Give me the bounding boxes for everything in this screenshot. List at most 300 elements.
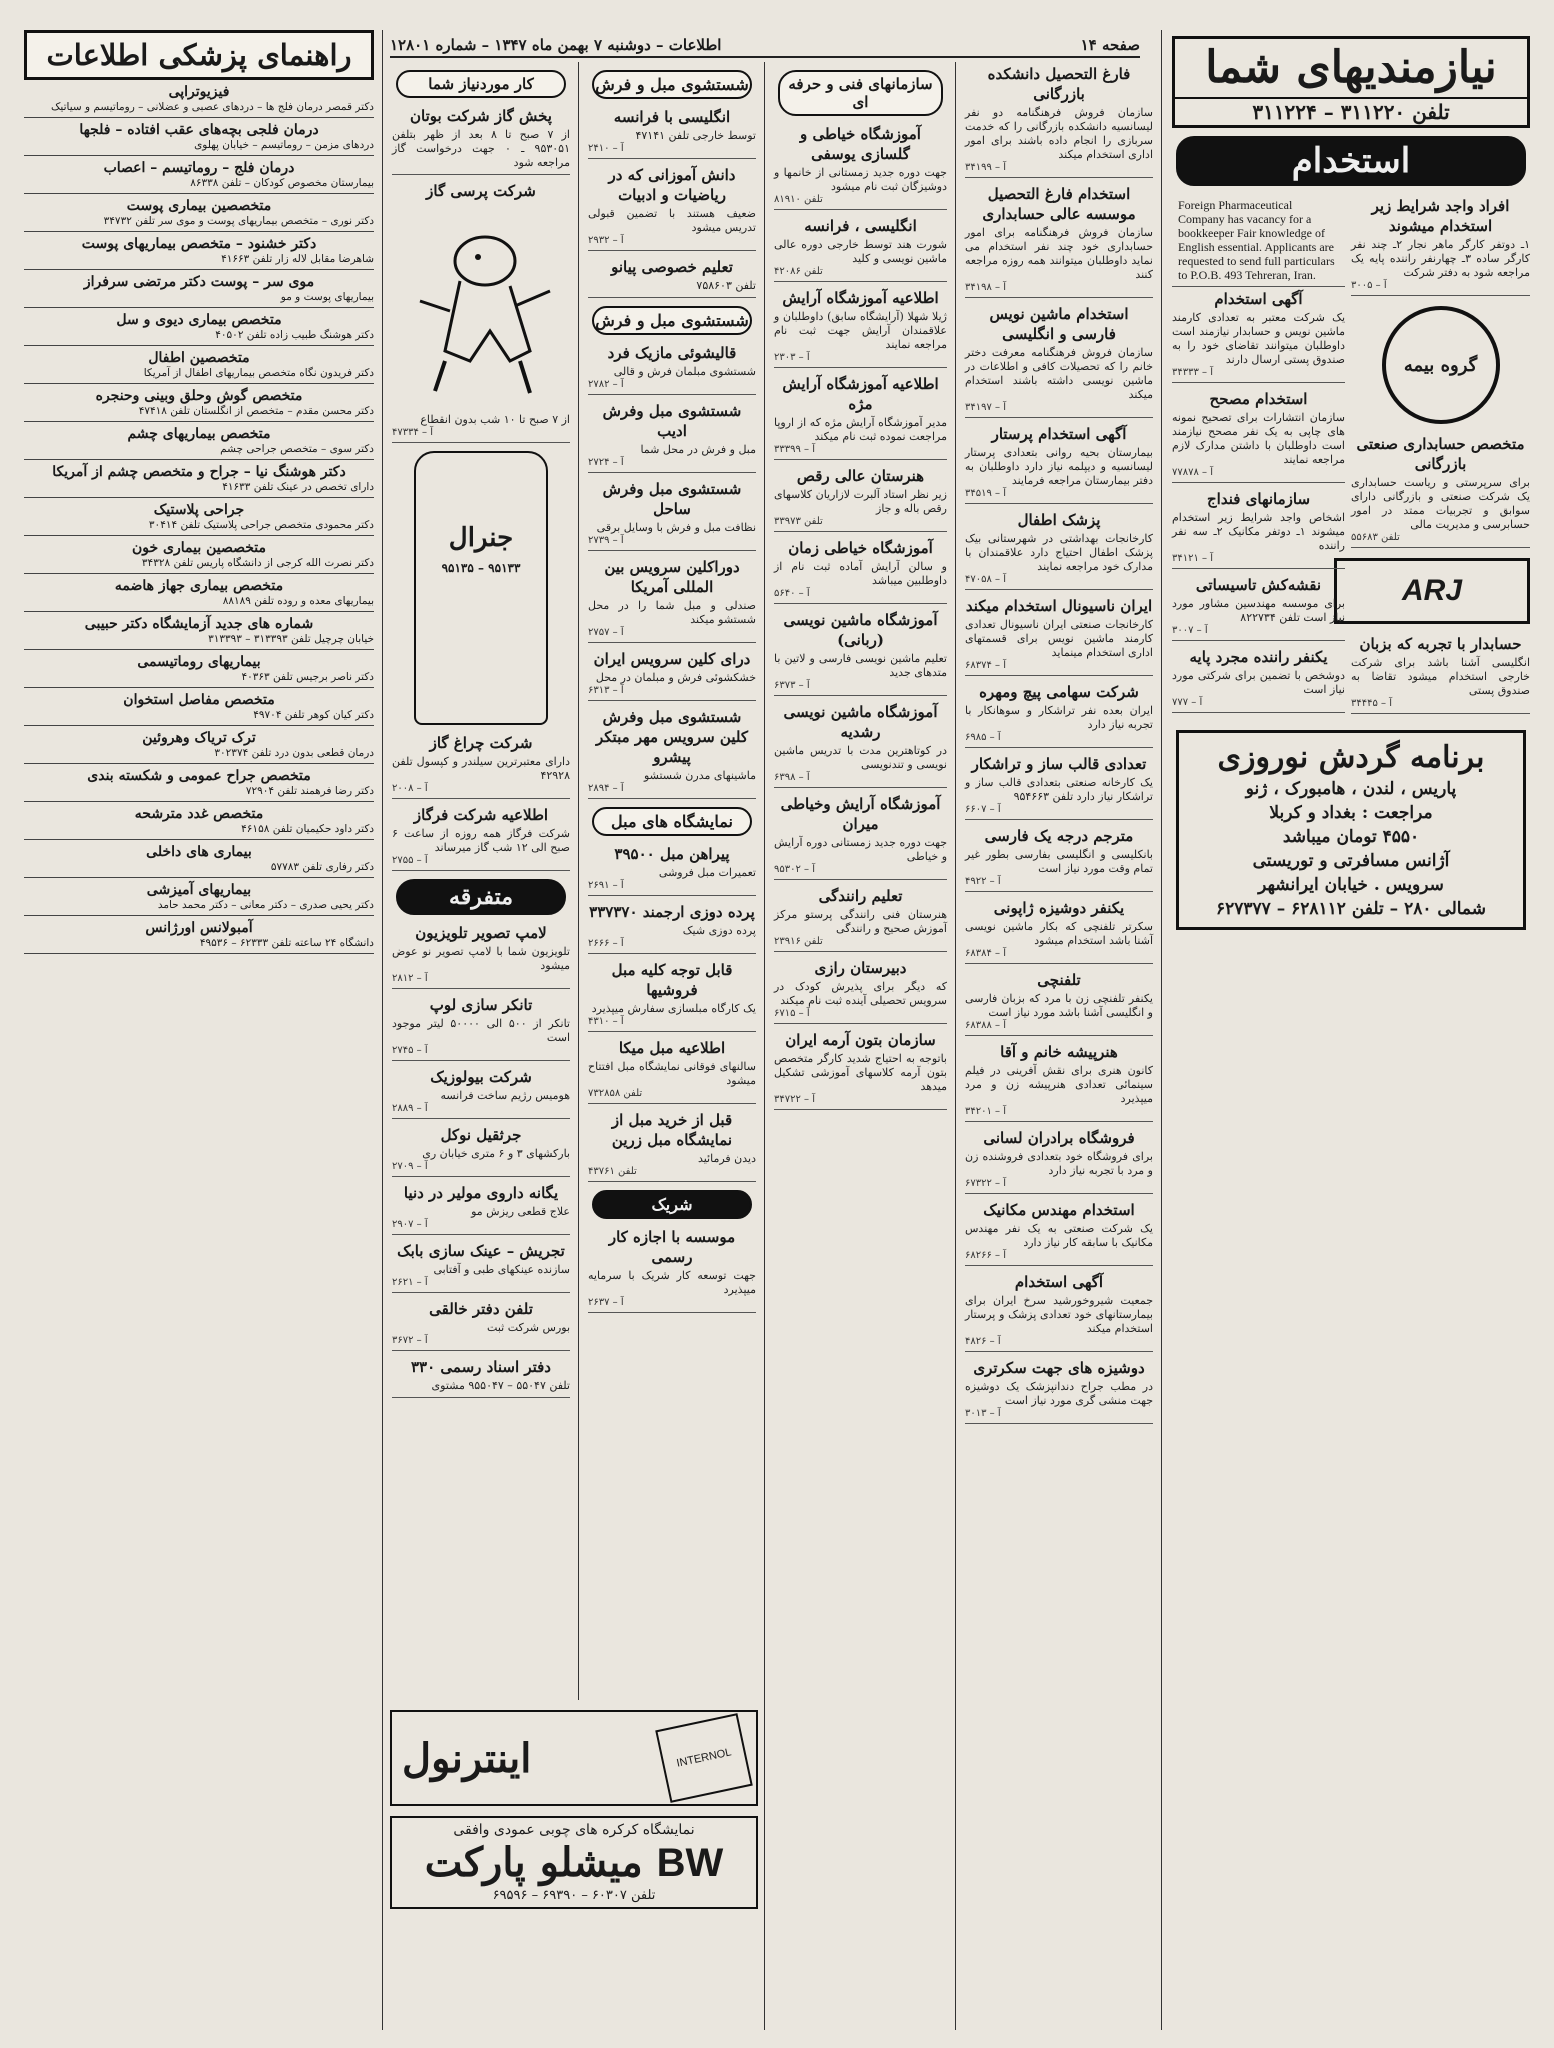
ad-code: آ – ۷۷۷	[1172, 697, 1203, 708]
ad-title: انگلیسی ، فرانسه	[804, 217, 917, 235]
medical-body: دکتر محسن مقدم – متخصص از انگلستان تلفن ۴۷۴۱۸	[138, 405, 374, 417]
medical-title: متخصص بیماریهای چشم	[127, 426, 271, 442]
column-medical-guide	[18, 30, 380, 2030]
ad-title: تلفنچی	[1037, 971, 1081, 989]
ad-code: تلفن ۷۳۲۸۵۸	[588, 1088, 643, 1099]
ad-title: قابل توجه کلیه مبل فروشیها	[611, 961, 733, 999]
ad-title: تعلیم رانندگی	[818, 887, 903, 905]
employment-ads-left	[1172, 194, 1345, 720]
ad-code: آ – ۲۷۰۹	[392, 1161, 428, 1172]
ad-body: یکنفر تلفنچی زن با مرد که بزبان فارسی و انگلیسی آشنا باشد مورد نیاز است	[965, 992, 1153, 1019]
ad-title: اطلاعیه شرکت فرگاز	[413, 806, 549, 824]
ad-item	[965, 510, 1153, 590]
ad-title: یگانه داروی مولیر در دنیا	[403, 1184, 559, 1202]
medical-listing	[24, 574, 374, 612]
ad-item	[1172, 489, 1345, 569]
ad-body: یک شرکت صنعتی به یک نفر مهندس مکانیک با سابقه کار نیاز دارد	[965, 1222, 1153, 1249]
general-gas-cylinder	[414, 451, 548, 725]
tour-line: سرویس . خیابان ایرانشهر	[1258, 875, 1444, 895]
ad-code: آ – ۹۵۳۰۲	[774, 864, 815, 875]
ad-code: آ – ۳۴۱۹۷	[965, 402, 1006, 413]
ad-code: آ – ۲۹۰۷	[392, 1219, 428, 1230]
ad-body: یک کارگاه مبلسازی سفارش میپذیرد	[591, 1002, 756, 1015]
ad-item	[588, 343, 756, 395]
ad-item	[774, 466, 947, 532]
ad-item	[392, 805, 570, 871]
medical-listing	[24, 232, 374, 270]
ad-title: سازمانهای فنداج	[1206, 490, 1311, 508]
medical-body: دکتر فریدون نگاه متخصص بیماریهای اطفال از آمریکا	[143, 367, 374, 379]
ad-body: خشکشوئی فرش و مبلمان در محل	[595, 671, 756, 684]
medical-body: دکتر محمودی متخصص جراحی پلاستیک تلفن ۳۰۴۱۴	[148, 519, 374, 531]
medical-body: دکتر رضا فرهمند تلفن ۷۲۹۰۴	[245, 785, 374, 797]
ad-code: آ – ۷۷۸۷۸	[1172, 467, 1213, 478]
ad-code: آ – ۲۶۶۶	[588, 938, 624, 949]
medical-listing	[24, 688, 374, 726]
ad-title: لامپ تصویر تلویزیون	[415, 924, 547, 942]
page-number: صفحه ۱۴	[1080, 36, 1140, 54]
ad-title: دوشیزه های جهت سکرتری	[973, 1359, 1145, 1377]
ad-code: آ – ۲۶۹۱	[588, 880, 624, 891]
column-divider	[382, 30, 383, 2030]
ad-body: سازمان فروش فرهنگنامه معرفت دختر خانم را که تحصیلات کافی و اطلاعات در ماشین نویسی داشته باشند استخدام میکند	[965, 346, 1153, 401]
section-technical: سازمانهای فنی و حرفه ای	[778, 70, 943, 116]
ad-body: تلویزیون شما با لامپ تصویر نو عوض میشود	[392, 945, 570, 972]
ad-item	[588, 479, 756, 551]
classifieds-banner	[1172, 36, 1530, 128]
medical-body: دکتر داود حکیمیان تلفن ۴۶۱۵۸	[241, 823, 374, 835]
ad-body: برای فروشگاه خود بتعدادی فروشنده زن و مرد با تجربه نیاز دارد	[965, 1150, 1153, 1177]
ad-title: قبل از خرید مبل از نمایشگاه مبل زرین	[611, 1111, 733, 1149]
internol-oil-ad	[390, 1710, 758, 1806]
ad-title: آموزشگاه آرایش وخیاطی میران	[780, 795, 941, 833]
ad-title: استخدام ماشین نویس فارسی و انگلیسی	[989, 305, 1129, 343]
ad-item	[1351, 196, 1530, 296]
employment-ads-right	[1351, 194, 1530, 720]
ad-item	[774, 1030, 947, 1110]
medical-listing	[24, 118, 374, 156]
ad-code: آ – ۶۸۳۷۴	[965, 660, 1006, 671]
ad-body: سازنده عینکهای طبی و آفتابی	[433, 1263, 570, 1276]
ad-code: آ – ۲۷۴۵	[392, 1045, 428, 1056]
medical-title: درمان فلج – روماتیسم – اعصاب	[103, 160, 295, 176]
ad-item	[965, 1272, 1153, 1352]
ad-body: بارکشهای ۳ و ۶ متری خیابان ری	[422, 1147, 570, 1160]
ad-code: تلفن ۵۵۶۸۳	[1351, 532, 1400, 543]
gas-mascot-illustration	[390, 211, 570, 401]
section-furniture-showrooms: نمایشگاه های مبل	[592, 807, 752, 836]
ad-title: شرکت چراغ گاز	[429, 734, 533, 752]
ad-body: تانکر از ۵۰۰ الی ۵۰۰۰۰ لیتر موجود است	[392, 1017, 570, 1044]
ad-title: شرکت سهامی پیچ ومهره	[979, 683, 1139, 701]
ad-item	[588, 960, 756, 1032]
ad-item	[588, 1038, 756, 1104]
ad-code: آ – ۲۷۵۷	[588, 627, 624, 638]
ad-title: مترجم درجه یک فارسی	[984, 827, 1134, 845]
ad-code: آ – ۲۴۱۰	[588, 143, 624, 154]
bw-logo: BW	[656, 1841, 724, 1885]
ad-item	[965, 1042, 1153, 1122]
ad-body: دارای معتبرترین سیلندر و کپسول تلفن ۴۲۹۲۸	[392, 755, 570, 782]
ad-body: ایران بعده نفر تراشکار و سوهانکار با تجربه نیاز دارد	[965, 704, 1153, 731]
ad-body: و سالن آرایش آماده ثبت نام از داوطلبین میباشد	[774, 560, 947, 587]
medical-listing	[24, 878, 374, 916]
ad-code: آ – ۳۶۷۲	[392, 1335, 428, 1346]
medical-body: دانشگاه ۲۴ ساعته تلفن ۶۲۳۳۳ – ۴۹۵۳۶	[199, 937, 374, 949]
ad-body: شورت هند توسط خارجی دوره عالی ماشین نویسی و کلید	[774, 238, 947, 265]
medical-body: شاهرضا مقابل لاله زار تلفن ۴۱۶۶۳	[221, 253, 374, 265]
ad-title: آموزشگاه ماشین نویسی رشدیه	[783, 703, 938, 741]
ad-item	[392, 1183, 570, 1235]
medical-body: دکتر سوی – متخصص جراحی چشم	[220, 443, 374, 455]
parquet-ad	[390, 1816, 758, 1909]
ad-item	[588, 649, 756, 701]
section-furniture-cleaning: شستشوی مبل و فرش	[592, 306, 752, 335]
internol-brand: اینترنول	[402, 1734, 532, 1782]
ad-item	[965, 596, 1153, 676]
ad-body: صندلی و مبل شما را در محل شستشو میکند	[588, 599, 756, 626]
section-partner: شریک	[592, 1190, 752, 1219]
ad-title: آموزشگاه ماشین نویسی (ربانی)	[783, 611, 938, 649]
ad-code: آ – ۲۷۸۲	[588, 379, 624, 390]
ad-body: پرده دوزی شیک	[682, 924, 756, 937]
medical-listing	[24, 916, 374, 954]
ad-title: انگلیسی با فرانسه	[613, 108, 731, 126]
section-services: کار موردنیاز شما	[396, 70, 566, 98]
ad-title: حسابدار با تجربه که بزبان	[1359, 635, 1522, 653]
ad-title: فروشگاه برادران لسانی	[983, 1129, 1135, 1147]
ad-code: آ – ۴۸۲۶	[965, 1336, 1001, 1347]
medical-listing	[24, 346, 374, 384]
ad-item	[774, 958, 947, 1024]
ad-body: در کوتاهترین مدت با تدریس ماشین نویسی و تندنویسی	[774, 744, 947, 771]
ad-body: باتوجه به احتیاج شدید کارگر متخصص بتون آرمه کلاسهای آموزشی تشکیل میدهد	[774, 1052, 947, 1093]
ad-item	[965, 826, 1153, 892]
ad-code: تلفن ۴۲۰۸۶	[774, 266, 823, 277]
ad-title: آگهی استخدام پرستار	[991, 425, 1127, 443]
ad-item	[392, 1299, 570, 1351]
tutoring-list	[588, 107, 756, 1313]
ad-code: آ – ۲۸۸۹	[392, 1103, 428, 1114]
gas-phone: ۹۵۱۳۵ – ۹۵۱۳۳	[441, 561, 521, 575]
medical-body: دکتر هوشنگ طبیب زاده تلفن ۴۰۵۰۲	[215, 329, 374, 341]
ad-item	[965, 898, 1153, 964]
ad-body: سالنهای فوقانی نمایشگاه مبل افتتاح میشود	[588, 1060, 756, 1087]
ad-item	[774, 216, 947, 282]
ad-item	[774, 886, 947, 952]
ad-title: آموزشگاه خیاطی زمان	[788, 539, 933, 557]
medical-body: دکتر ناصر برجیس تلفن ۴۰۳۶۳	[241, 671, 374, 683]
ad-item	[1351, 434, 1530, 548]
medical-listing	[24, 156, 374, 194]
ad-item	[392, 995, 570, 1061]
ad-code: آ – ۶۸۳۸۸	[965, 1020, 1006, 1031]
ad-title: شستشوی مبل وفرش کلین سرویس مهر مبتکر پیشرو	[596, 708, 748, 766]
ad-title: دبیرستان رازی	[814, 959, 907, 977]
ad-title: اطلاعیه آموزشگاه آرایش مژه	[782, 375, 939, 413]
ad-body: نظافت مبل و فرش با وسایل برقی	[596, 521, 756, 534]
ad-body: زیر نظر استاد آلبرت لازاریان کلاسهای رقص باله و جاز	[774, 488, 947, 515]
ad-code: آ – ۲۳۰۳	[774, 352, 810, 363]
ad-item	[392, 733, 570, 799]
tour-title: برنامه گردش نوروزی	[1217, 740, 1485, 775]
medical-body: درمان قطعی بدون درد تلفن ۳۰۲۳۷۴	[214, 747, 374, 759]
ad-code: آ – ۲۶۲۱	[392, 1277, 428, 1288]
medical-listing	[24, 840, 374, 878]
ad-code: آ – ۲۸۹۴	[588, 783, 624, 794]
ad-body: کارخانجات بهداشتی در شهرستانی بیک پزشک اطفال احتیاج دارد علاقمندان با مدارک خود مراجعه نمایند	[965, 532, 1153, 573]
ad-code: آ – ۳۰۰۷	[1172, 625, 1208, 636]
gas-brand: جنرال	[448, 523, 514, 553]
ad-title: آگهی استخدام	[1214, 290, 1303, 308]
medical-body: دکتر نصرت الله کرجی از دانشگاه پاریس تلفن ۳۴۳۲۸	[141, 557, 374, 569]
ad-body: برای سرپرستی و ریاست حسابداری یک شرکت صنعتی و بازرگانی دارای سوابق و تجربیات ممتد در امور حسابرسی و مدیریت مالی	[1351, 476, 1530, 531]
ad-title: سازمان بتون آرمه ایران	[785, 1031, 936, 1049]
ad-body: مدیر آموزشگاه آرایش مژه که از اروپا مراجعت نموده ثبت نام میکند	[774, 416, 947, 443]
ad-body: مبل و فرش در محل شما	[640, 443, 756, 456]
medical-title: متخصص گوش وحلق وبینی وحنجره	[95, 388, 303, 404]
ad-title: اطلاعیه مبل میکا	[618, 1039, 726, 1057]
oil-can-icon: INTERNOL	[655, 1713, 753, 1803]
ad-body: از ۷ صبح تا ۸ بعد از ظهر بتلفن ۹۵۳۰۵۱ ـ ۰ جهت درخواست گاز مراجعه شود	[392, 128, 570, 169]
ad-item	[1172, 575, 1345, 641]
ad-title: شرکت بیولوزیک	[430, 1068, 532, 1086]
ad-body: که دیگر برای پذیرش کودک در سرویس تحصیلی آینده ثبت نام میکند	[774, 980, 947, 1007]
column-classifieds-employment	[1166, 30, 1536, 2030]
medical-title: متخصصین بیماری خون	[131, 540, 267, 556]
ad-code: آ – ۴۷۰۵۸	[965, 574, 1006, 585]
ad-body: کانون هنری برای نقش آفرینی در فیلم سینمائی تعدادی هنرپیشه زن و مرد میپذیرد	[965, 1064, 1153, 1105]
ad-item	[965, 970, 1153, 1036]
ad-body: علاج قطعی ریزش مو	[471, 1205, 570, 1218]
ad-item	[588, 401, 756, 473]
ad-body: جهت توسعه کار شریک با سرمایه میپذیرد	[588, 1269, 756, 1296]
insurance-logo: گروه بیمه	[1382, 306, 1500, 424]
parquet-subtitle: نمایشگاه کرکره های چوبی عمودی وافقی	[453, 1822, 695, 1838]
medical-body: خیابان چرچیل تلفن ۳۱۳۳۹۳ – ۳۱۳۳۹۳	[208, 633, 374, 645]
ad-title: متخصص حسابداری صنعتی بازرگانی	[1356, 435, 1525, 473]
ad-body: در مطب جراح دندانپزشک یک دوشیزه جهت منشی گری مورد نیاز است	[965, 1380, 1153, 1407]
parquet-brand: میشلو پارکت	[424, 1839, 643, 1886]
ad-body: دوشخص با تضمین برای شرکتی مورد نیاز است	[1172, 669, 1345, 696]
arj-logo: ARJ	[1334, 558, 1530, 624]
ad-code: آ – ۶۸۲۶۶	[965, 1250, 1006, 1261]
ad-item	[392, 106, 570, 175]
medical-listing	[24, 308, 374, 346]
ad-item	[774, 124, 947, 210]
ad-item	[588, 844, 756, 896]
column-divider	[955, 62, 956, 2030]
ad-body: جمعیت شیروخورشید سرخ ایران برای بیمارستانهای خود تعدادی پزشک و پرستار استخدام میکند	[965, 1294, 1153, 1335]
ad-title: جرثقیل نوکل	[440, 1126, 522, 1144]
ad-code: آ – ۵۶۴۰	[774, 588, 810, 599]
medical-body: بیماریهای پوست و مو	[280, 291, 374, 303]
ad-title: فارغ التحصیل دانشکده بازرگانی	[987, 65, 1131, 103]
medical-body: دکتر نوری – متخصص بیماریهای پوست و موی سر تلفن ۳۴۷۳۲	[103, 215, 374, 227]
medical-listing	[24, 422, 374, 460]
ad-title: یکنفر دوشیزه ژاپونی	[993, 899, 1125, 917]
medical-listing	[24, 498, 374, 536]
ad-title: استخدام مصحح	[1209, 390, 1308, 408]
english-pharma-ad: Foreign Pharmaceutical Company has vacancy for a bookkeeper Fair knowledge of English essential. Applicants are requested to send full particulars to P.O.B. 493 Tehreran, Iran.	[1172, 194, 1345, 287]
section-employment: استخدام	[1176, 136, 1526, 186]
medical-title: فیزیوتراپی	[168, 84, 230, 100]
medical-title: متخصصین بیماری پوست	[126, 198, 272, 214]
nowruz-tour-box	[1176, 730, 1526, 930]
ad-body: ژیلا شهلا (آرایشگاه سابق) داوطلبان و علاقمندان آرایش جهت ثبت نام مراجعه نمایند	[774, 310, 947, 351]
ad-body: تعلیم ماشین نویسی فارسی و لاتین با متدهای جدید	[774, 652, 947, 679]
ad-code: آ – ۳۴۵۱۹	[965, 488, 1006, 499]
ad-body: جهت دوره جدید زمستانی از خانمها و دوشیزگان ثبت نام میشود	[774, 166, 947, 193]
ad-code: آ – ۴۷۳۳۴	[392, 427, 433, 438]
column-divider	[1161, 30, 1162, 2030]
ad-code: آ – ۶۶۰۷	[965, 804, 1001, 815]
ad-title: استخدام فارغ التحصیل موسسه عالی حسابداری	[982, 185, 1136, 223]
ad-body: بانکلیسی و انگلیسی بفارسی بطور غیر تمام وقت مورد نیاز است	[965, 848, 1153, 875]
ad-body: دیدن فرمائید	[697, 1152, 756, 1165]
medical-title: شماره های جدید آزمایشگاه دکتر حبیبی	[84, 616, 314, 632]
medical-list	[24, 80, 374, 954]
ad-code: آ – ۳۴۴۴۵	[1351, 698, 1392, 709]
medical-body: دکتر یحیی صدری – دکتر معانی – دکتر محمد حامد	[157, 899, 374, 911]
ad-body: شستشوی مبلمان فرش و قالی	[613, 365, 756, 378]
ad-title: شستشوی مبل وفرش ادیب	[602, 402, 742, 440]
ad-title: آموزشگاه خیاطی و گلسازی یوسفی	[800, 125, 921, 163]
column-training	[768, 62, 953, 2030]
ad-item	[392, 1357, 570, 1398]
ad-code: آ – ۶۳۹۸	[774, 772, 810, 783]
ad-code: آ – ۶۸۳۸۴	[965, 948, 1006, 959]
ad-item	[588, 165, 756, 251]
ad-body: انگلیسی آشنا باشد برای شرکت خارجی استخدام میشود تقاضا به صندوق پستی	[1351, 656, 1530, 697]
ad-body: سازمان فروش فرهنگنامه دو نفر لیسانسیه دانشکده بازرگانی را که خدمت سربازی را انجام داده باشند برای امور اداری استخدام میکند	[965, 106, 1153, 161]
medical-title: متخصصین اطفال	[148, 350, 250, 366]
employment-list	[965, 64, 1153, 1424]
medical-title: دکتر خشنود – متخصص بیماریهای پوست	[81, 236, 317, 252]
ad-code: آ – ۳۳۳۹۹	[774, 444, 815, 455]
ad-title: قالیشوئی مازیک فرد	[607, 344, 737, 362]
column-divider	[764, 62, 765, 2030]
column-employment-2	[959, 62, 1159, 2030]
ad-code: آ – ۶۳۱۳	[588, 685, 624, 696]
ad-title: یکنفر راننده مجرد پایه	[1189, 648, 1328, 666]
ad-item	[965, 1200, 1153, 1266]
medical-title: جراحی پلاستیک	[153, 502, 245, 518]
ad-item	[774, 610, 947, 696]
ad-item	[588, 707, 756, 799]
medical-title: متخصص بیماری جهاز هاضمه	[114, 578, 284, 594]
ad-body: توسط خارجی تلفن ۴۷۱۴۱	[635, 129, 756, 142]
ad-item	[965, 424, 1153, 504]
ad-code: آ – ۳۴۲۰۱	[965, 1106, 1006, 1117]
medical-title: آمبولانس اورژانس	[145, 920, 253, 936]
ad-title: نقشه‌کش تاسیساتی	[1195, 576, 1322, 594]
ad-body: از ۷ صبح تا ۱۰ شب بدون انقطاع	[420, 413, 570, 426]
ad-item	[965, 1358, 1153, 1424]
ad-title: درای کلین سرویس ایران	[593, 650, 751, 668]
medical-title: موی سر – پوست دکتر مرتضی سرفراز	[83, 274, 315, 290]
ad-code: آ – ۶۹۸۵	[965, 732, 1001, 743]
ad-item	[588, 107, 756, 159]
medical-title: درمان فلجی بچه‌های عقب افتاده – فلجها	[79, 122, 319, 138]
medical-title: بیماری های داخلی	[146, 844, 252, 860]
ad-code: تلفن ۴۳۷۶۱	[588, 1166, 637, 1177]
medical-body: دکتر رفاری تلفن ۵۷۷۸۳	[270, 861, 374, 873]
ad-code: آ – ۲۹۳۲	[588, 235, 624, 246]
medical-body: دکتر قمصر درمان فلج ها – دردهای عصبی و عضلانی – روماتیسم و سیاتیک	[51, 101, 374, 113]
ad-body: تلفن ۷۵۸۶۰۳	[696, 279, 756, 292]
tour-line: ۴۵۵۰ تومان میباشد	[1282, 827, 1420, 847]
ad-title: شستشوی مبل وفرش ساحل	[602, 480, 742, 518]
ad-item	[1172, 289, 1345, 383]
page-header	[390, 34, 1140, 58]
ad-body: ۱ـ دوتفر کارگر ماهر نجار ۲ـ چند نفر کارگر ساده ۳ـ چهارنفر راننده پایه یک مراجعه شود به دفتر شرکت	[1351, 238, 1530, 279]
medical-listing	[24, 194, 374, 232]
ad-title: تانکر سازی لوپ	[429, 996, 533, 1014]
medical-title: ترک تریاک وهروئین	[142, 730, 256, 746]
ad-body: یک شرکت معتبر به تعدادی کارمند ماشین نویس و حسابدار نیازمند است داوطلبان میتوانند تقاضای خود را به صندوق پستی ارسال دارند	[1172, 311, 1345, 366]
ad-item	[965, 64, 1153, 178]
ad-item	[965, 304, 1153, 418]
ad-title: اطلاعیه آموزشگاه آرایش	[782, 289, 939, 307]
medical-guide-title: راهنمای پزشکی اطلاعات	[24, 30, 374, 80]
tour-line: پاریس ، لندن ، هامبورک ، ژنو	[1245, 779, 1457, 799]
ad-title: افراد واجد شرایط زیر استخدام میشوند	[1371, 197, 1510, 235]
ad-title: موسسه با اجازه کار رسمی	[608, 1228, 736, 1266]
medical-body: بیمارستان مخصوص کودکان – تلفن ۸۶۳۳۸	[190, 177, 374, 189]
ad-code: آ – ۳۰۱۳	[965, 1408, 1001, 1419]
employment-top	[1172, 194, 1530, 720]
ad-body: ضعیف هستند با تضمین قبولی تدریس میشود	[588, 207, 756, 234]
ad-body: هومیس رژیم ساخت فرانسه	[440, 1089, 570, 1102]
ad-item	[588, 257, 756, 298]
medical-listing	[24, 384, 374, 422]
ad-item	[392, 181, 570, 443]
ad-code: آ – ۳۴۱۹۹	[965, 162, 1006, 173]
issue-info: اطلاعات – دوشنبه ۷ بهمن ماه ۱۳۴۷ – شماره ۱۲۸۰۱	[390, 36, 722, 54]
medical-title: متخصص مفاصل استخوان	[123, 692, 275, 708]
tour-line: مراجعت : بغداد و کربلا	[1269, 803, 1433, 823]
medical-body: بیماریهای معده و روده تلفن ۸۸۱۸۹	[222, 595, 374, 607]
ad-code: تلفن ۳۳۹۷۳	[774, 516, 823, 527]
ad-body: بورس شرکت ثبت	[487, 1321, 570, 1334]
banner-phone: تلفن ۳۱۱۲۲۰ – ۳۱۱۲۲۴	[1175, 97, 1527, 125]
medical-listing	[24, 536, 374, 574]
ad-title: دانش آموزانی که در ریاضیات و ادبیات	[608, 166, 736, 204]
ad-body: سازمان انتشارات برای تصحیح نمونه های چاپی به یک نفر مصحح نیازمند است داوطلبان با داشتن مدارک لازم مراجعه نمایند	[1172, 411, 1345, 466]
ad-item	[774, 538, 947, 604]
ad-item	[965, 1128, 1153, 1194]
ad-code: تلفن ۸۱۹۱۰	[774, 194, 823, 205]
ad-title: تجریش – عینک سازی بابک	[397, 1242, 565, 1260]
medical-listing	[24, 802, 374, 840]
ad-item	[392, 1241, 570, 1293]
ad-item	[392, 1125, 570, 1177]
ad-body: برای موسسه مهندسین مشاور مورد نیاز است تلفن ۸۲۲۷۳۴	[1172, 597, 1345, 624]
ad-title: هنرستان عالی رقص	[796, 467, 925, 485]
ad-item	[965, 754, 1153, 820]
medical-listing	[24, 764, 374, 802]
ad-item	[1172, 389, 1345, 483]
ad-item	[588, 902, 756, 954]
section-miscellaneous: متفرقه	[396, 879, 566, 915]
partner-ad	[588, 1227, 756, 1313]
ad-title: استخدام مهندس مکانیک	[983, 1201, 1135, 1219]
ad-code: آ – ۳۴۱۹۸	[965, 282, 1006, 293]
ad-body: جهت دوره جدید زمستانی دوره آرایش و خیاطی	[774, 836, 947, 863]
parquet-phone: تلفن ۶۰۳۰۷ – ۶۹۳۹۰ – ۶۹۵۹۶	[492, 1888, 656, 1903]
ad-code: آ – ۲۸۱۲	[392, 973, 428, 984]
